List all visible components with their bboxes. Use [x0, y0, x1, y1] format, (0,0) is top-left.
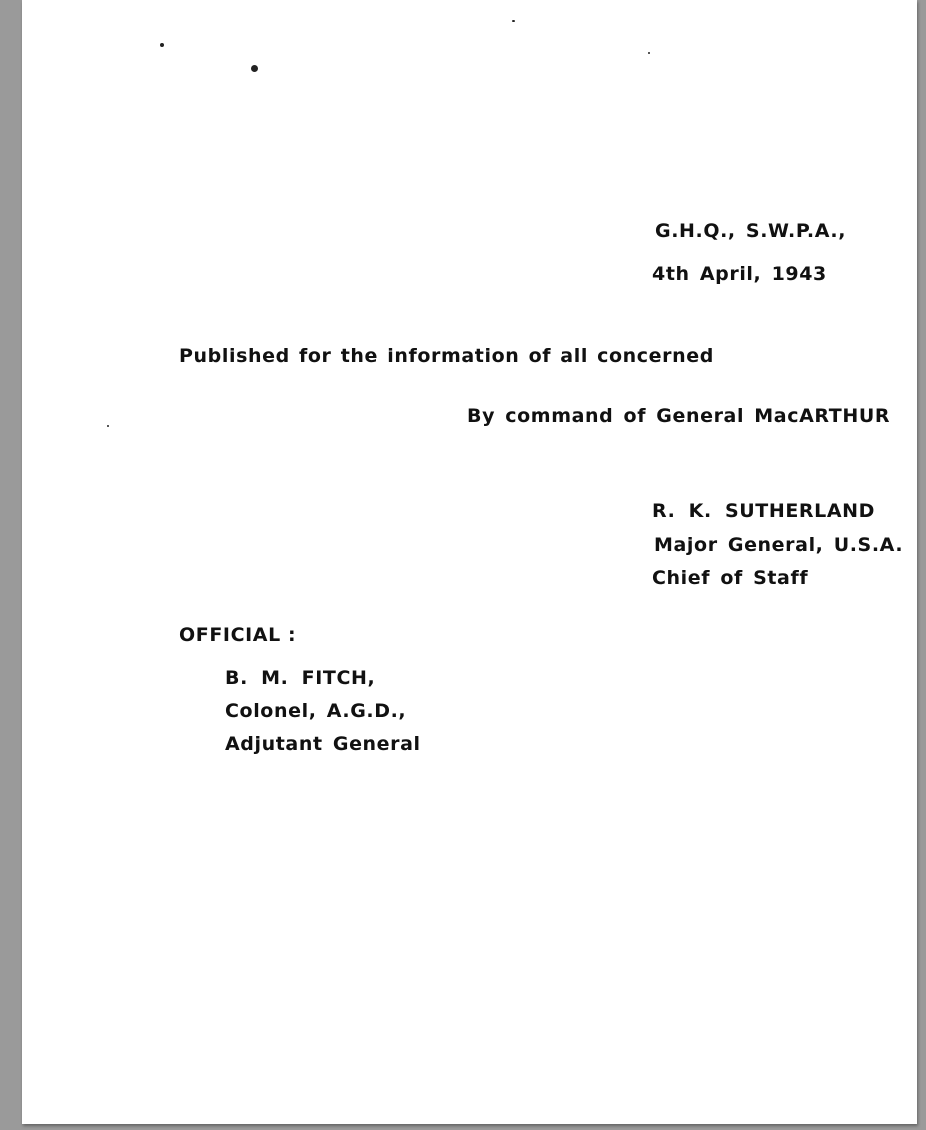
scan-speck [648, 52, 650, 54]
scan-speck [512, 20, 515, 22]
signatory-rank: Major General, U.S.A. [654, 534, 904, 556]
signatory-name: R. K. SUTHERLAND [652, 500, 876, 522]
document-page[interactable] [22, 0, 917, 1124]
official-name: B. M. FITCH, [225, 667, 376, 689]
scan-speck [160, 43, 164, 47]
official-label: OFFICIAL : [179, 624, 297, 646]
header-date: 4th April, 1943 [652, 263, 827, 285]
signatory-title: Chief of Staff [652, 567, 809, 589]
official-rank: Colonel, A.G.D., [225, 700, 407, 722]
command-line: By command of General MacARTHUR [467, 405, 891, 427]
scan-speck [107, 425, 109, 427]
scan-speck [251, 65, 258, 72]
published-line: Published for the information of all concerned [179, 345, 714, 367]
official-title: Adjutant General [225, 733, 421, 755]
header-hq: G.H.Q., S.W.P.A., [655, 220, 847, 242]
